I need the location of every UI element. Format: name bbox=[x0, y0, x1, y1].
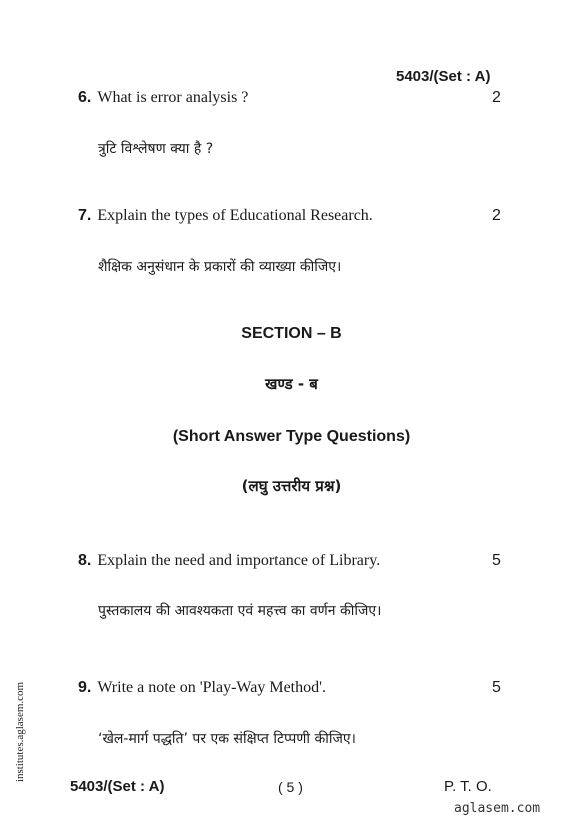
question-number: 8. bbox=[78, 552, 92, 569]
site-watermark[interactable]: aglasem.com bbox=[454, 801, 541, 816]
question-6-marks: 2 bbox=[492, 89, 501, 106]
question-number: 9. bbox=[78, 679, 92, 696]
question-9 bbox=[78, 679, 326, 697]
question-7 bbox=[78, 207, 373, 225]
question-text-en: Explain the need and importance of Library. bbox=[97, 552, 381, 569]
section-subtitle-hi: (लघु उत्तरीय प्रश्न) bbox=[241, 477, 342, 495]
please-turn-over: P. T. O. bbox=[444, 778, 492, 795]
question-text-en: Explain the types of Educational Research. bbox=[97, 207, 373, 224]
question-6-text-hi: त्रुटि विश्लेषण क्या है ? bbox=[98, 141, 214, 157]
section-title: SECTION – B bbox=[241, 325, 342, 342]
question-7-text-hi: शैक्षिक अनुसंधान के प्रकारों की व्याख्या कीजिए। bbox=[98, 259, 342, 275]
question-9-marks: 5 bbox=[492, 679, 501, 696]
page-number: ( 5 ) bbox=[278, 779, 303, 795]
question-6 bbox=[78, 89, 248, 107]
question-text-en: Write a note on 'Play-Way Method'. bbox=[97, 679, 327, 696]
question-8-text-hi: पुस्तकालय की आवश्यकता एवं महत्त्व का वर्णन कीजिए। bbox=[98, 603, 382, 619]
header-paper-code: 5403/(Set : A) bbox=[396, 68, 491, 85]
side-watermark: institutes.aglasem.com bbox=[14, 681, 26, 783]
footer-paper-code: 5403/(Set : A) bbox=[70, 778, 165, 795]
question-8-marks: 5 bbox=[492, 552, 501, 569]
question-7-marks: 2 bbox=[492, 207, 501, 224]
question-8 bbox=[78, 552, 380, 570]
question-number: 7. bbox=[78, 207, 92, 224]
question-9-text-hi: ‘खेल-मार्ग पद्धति’ पर एक संक्षिप्त टिप्पणी कीजिए। bbox=[98, 731, 356, 747]
question-text-en: What is error analysis ? bbox=[97, 89, 249, 106]
section-subtitle: (Short Answer Type Questions) bbox=[172, 428, 411, 445]
section-title-hi: खण्ड - ब bbox=[265, 375, 318, 393]
question-number: 6. bbox=[78, 89, 92, 106]
